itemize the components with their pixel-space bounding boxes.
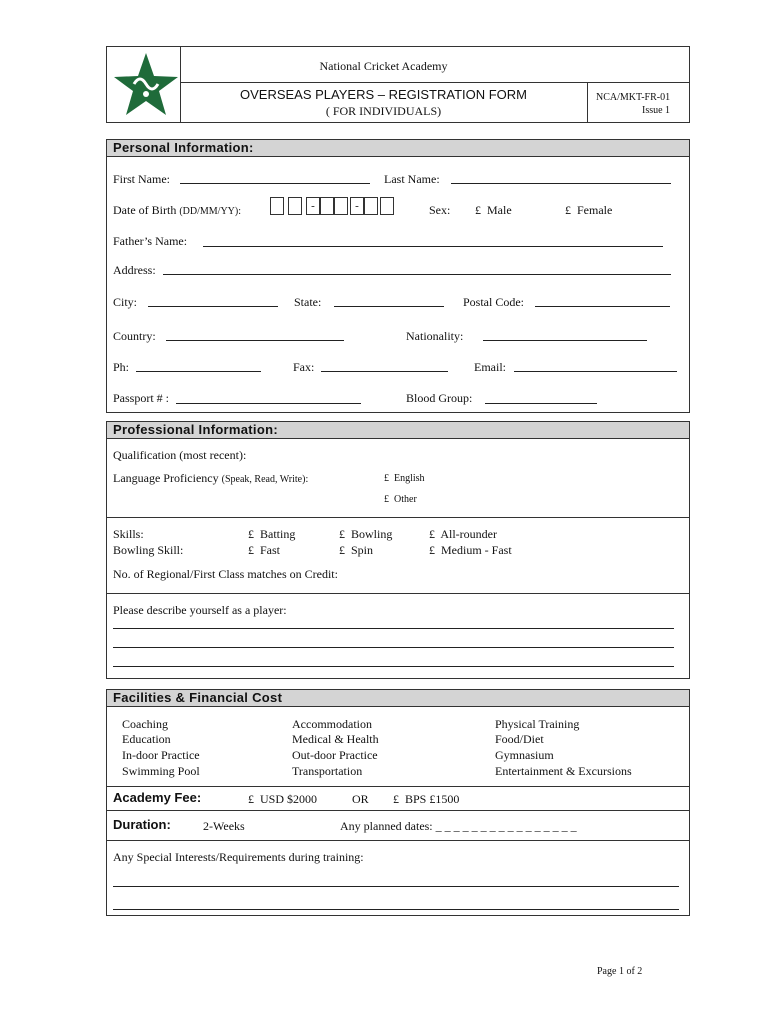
facility-transportation: Transportation	[292, 764, 363, 778]
email-field[interactable]	[514, 371, 677, 372]
checkbox-icon	[475, 203, 481, 217]
checkbox-icon	[565, 203, 571, 217]
checkbox-icon	[339, 527, 345, 541]
facility-gymnasium: Gymnasium	[495, 748, 554, 762]
describe-line-1[interactable]	[113, 628, 674, 629]
nationality-label: Nationality:	[406, 329, 464, 343]
personal-info-section	[106, 156, 690, 413]
bowling-skill-label: Bowling Skill:	[113, 543, 184, 557]
facility-entertainment: Entertainment & Excursions	[495, 764, 632, 778]
fee-gbp-checkbox[interactable]: £ BPS £1500	[393, 792, 459, 806]
checkbox-icon	[384, 494, 389, 505]
facility-medical: Medical & Health	[292, 732, 379, 746]
checkbox-icon	[248, 543, 254, 557]
qualification-label: Qualification (most recent):	[113, 448, 247, 462]
postal-code-field[interactable]	[535, 306, 670, 307]
form-subtitle: ( FOR INDIVIDUALS)	[325, 104, 442, 118]
last-name-label: Last Name:	[384, 172, 440, 186]
female-checkbox[interactable]: £ Female	[565, 203, 612, 217]
duration-label: Duration:	[113, 817, 171, 832]
facilities-heading: Facilities & Financial Cost	[106, 689, 690, 707]
interests-label: Any Special Interests/Requirements during training:	[113, 850, 364, 864]
page-number: Page 1 of 2	[597, 966, 643, 977]
other-language-checkbox[interactable]: £ Other	[384, 493, 417, 507]
medium-fast-checkbox[interactable]: £ Medium - Fast	[429, 543, 512, 557]
bowling-checkbox[interactable]: £ Bowling	[339, 527, 392, 541]
passport-label: Passport # :	[113, 391, 170, 405]
spin-checkbox[interactable]: £ Spin	[339, 543, 373, 557]
phone-label: Ph:	[113, 360, 130, 374]
facility-swimming-pool: Swimming Pool	[122, 764, 200, 778]
personal-info-heading: Personal Information:	[106, 139, 690, 157]
checkbox-icon	[248, 527, 254, 541]
batting-checkbox[interactable]: £ Batting	[248, 527, 295, 541]
describe-line-3[interactable]	[113, 666, 674, 667]
state-field[interactable]	[334, 306, 444, 307]
country-field[interactable]	[166, 340, 344, 341]
blood-group-field[interactable]	[485, 403, 597, 404]
dob-label: Date of Birth (DD/MM/YY):	[113, 203, 241, 217]
duration-value: 2-Weeks	[203, 819, 245, 833]
state-label: State:	[294, 295, 322, 309]
checkbox-icon	[339, 543, 345, 557]
checkbox-icon	[248, 792, 254, 806]
checkbox-icon	[429, 543, 435, 557]
facility-outdoor-practice: Out-door Practice	[292, 748, 378, 762]
passport-field[interactable]	[176, 403, 361, 404]
sex-label: Sex:	[429, 203, 451, 217]
form-issue: Issue 1	[642, 105, 671, 116]
fast-checkbox[interactable]: £ Fast	[248, 543, 280, 557]
phone-field[interactable]	[136, 371, 261, 372]
facility-coaching: Coaching	[122, 717, 168, 731]
academy-name: National Cricket Academy	[319, 59, 448, 73]
checkbox-icon	[393, 792, 399, 806]
blood-group-label: Blood Group:	[406, 391, 473, 405]
checkbox-icon	[384, 473, 389, 484]
fax-field[interactable]	[321, 371, 448, 372]
facilities-section	[106, 706, 690, 916]
email-label: Email:	[474, 360, 506, 374]
planned-dates-field[interactable]: Any planned dates: _ _ _ _ _ _ _ _ _ _ _ _ _ _ _ _	[340, 819, 577, 833]
fee-or: OR	[352, 792, 369, 806]
skills-label: Skills:	[113, 527, 144, 541]
interests-line-1[interactable]	[113, 886, 679, 887]
last-name-field[interactable]	[451, 183, 671, 184]
facility-education: Education	[122, 732, 171, 746]
facility-physical-training: Physical Training	[495, 717, 580, 731]
matches-label: No. of Regional/First Class matches on Credit:	[113, 567, 338, 581]
academy-logo	[112, 50, 180, 120]
father-name-field[interactable]	[203, 246, 663, 247]
city-field[interactable]	[148, 306, 278, 307]
form-code: NCA/MKT-FR-01	[596, 92, 671, 103]
facility-indoor-practice: In-door Practice	[122, 748, 200, 762]
country-label: Country:	[113, 329, 156, 343]
postal-code-label: Postal Code:	[463, 295, 525, 309]
male-checkbox[interactable]: £ Male	[475, 203, 512, 217]
interests-line-2[interactable]	[113, 909, 679, 910]
first-name-label: First Name:	[113, 172, 170, 186]
nationality-field[interactable]	[483, 340, 647, 341]
fax-label: Fax:	[293, 360, 315, 374]
checkbox-icon	[429, 527, 435, 541]
fee-usd-checkbox[interactable]: £ USD $2000	[248, 792, 317, 806]
professional-info-heading: Professional Information:	[106, 421, 690, 439]
describe-line-2[interactable]	[113, 647, 674, 648]
form-title: OVERSEAS PLAYERS – REGISTRATION FORM	[239, 87, 528, 102]
address-field[interactable]	[163, 274, 671, 275]
facility-food-diet: Food/Diet	[495, 732, 544, 746]
english-checkbox[interactable]: £ English	[384, 472, 425, 486]
first-name-field[interactable]	[180, 183, 370, 184]
address-label: Address:	[113, 263, 156, 277]
language-label: Language Proficiency (Speak, Read, Write):	[113, 471, 309, 485]
allrounder-checkbox[interactable]: £ All-rounder	[429, 527, 497, 541]
city-label: City:	[113, 295, 138, 309]
father-name-label: Father’s Name:	[113, 234, 188, 248]
academy-fee-label: Academy Fee:	[113, 790, 202, 805]
facility-accommodation: Accommodation	[292, 717, 372, 731]
describe-label: Please describe yourself as a player:	[113, 603, 287, 617]
